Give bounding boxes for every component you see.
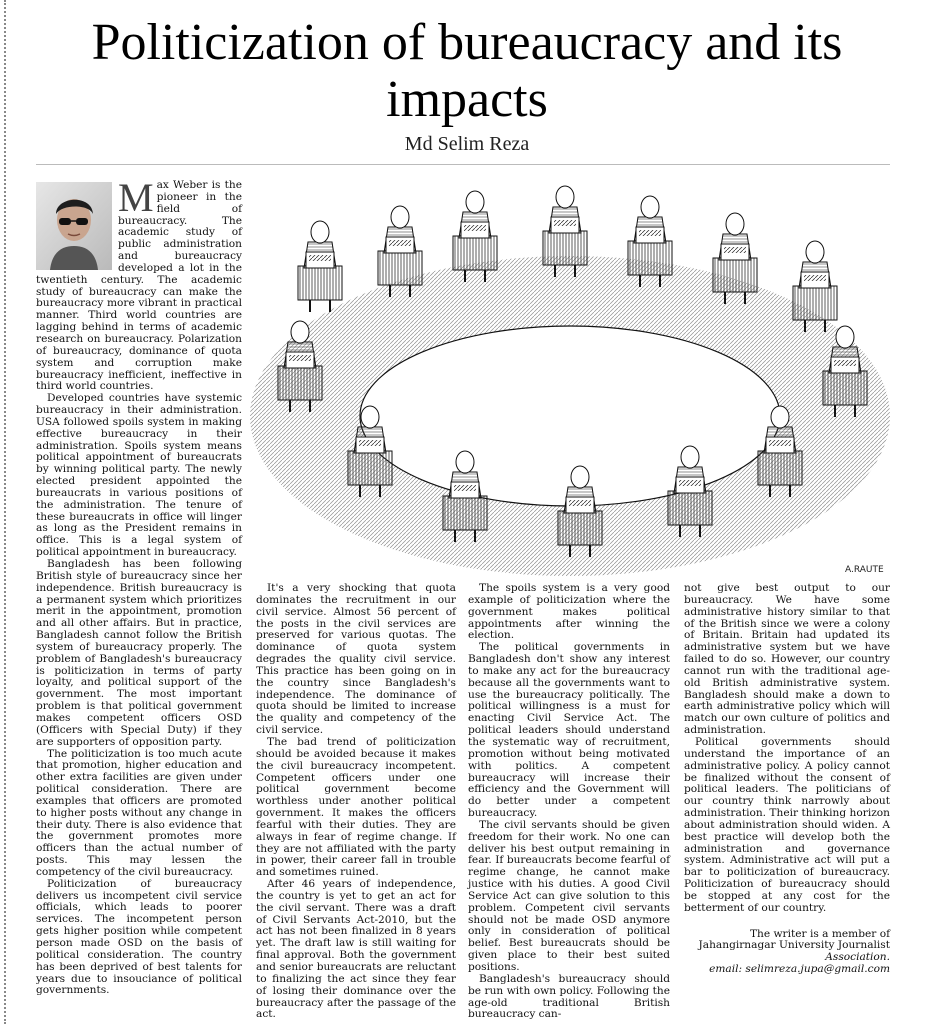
article-column-2 xyxy=(256,583,456,1021)
article-column-3 xyxy=(468,583,670,1021)
writer-note-line: Jahangirnagar University Journalist xyxy=(698,939,890,952)
author-photo xyxy=(36,182,112,270)
cartoon-signature: A.RAUTE xyxy=(845,565,884,575)
writer-note xyxy=(684,929,890,976)
paragraph: Bangladesh's bureaucracy should be run with own policy. Following the age-old traditional British bureaucracy can- xyxy=(468,972,670,1021)
header-divider xyxy=(36,164,890,165)
paragraph: It's a very shocking that quota dominates the recruitment in our civil service. Almost 56 percent of the posts in the civil services are preserved for various quotas. The dominance of quota system degrades the quality civil service. This practice has been going on in the country since Bangladesh's independence. The dominance of quota should be limited to increase the quality and competency of the civil service. xyxy=(256,582,456,737)
author-byline: Md Selim Reza xyxy=(404,133,530,155)
paragraph: The civil servants should be given freedom for their work. No one can deliver his best output remaining in fear. If bureaucrats become fearful of regime change, he cannot make justice with his duties. A good Civil Service Act can give solution to this problem. Competent civil servants should not be made OSD anymore only in consideration of political belief. Best bureaucrats should be given place to their best suited positions. xyxy=(468,818,670,973)
paragraph: Developed countries have systemic bureaucracy in their administration. USA followed spoils system in making effective bureaucracy in their administration. Spoils system means political appointment of bureaucrats by winning political party. The newly elected president appointed the bureaucrats in various positions of the administration. The tenure of these bureaucrats in office will linger as long as the President remains in office. This is a legal system of political appointment in bureaucracy. xyxy=(36,392,242,559)
paragraph: not give best output to our bureaucracy. We have some administrative history similar to that of the British since we were a colony of Britain. Britain had updated its administrative system but we have failed to do so. However, our country cannot run with the traditional age-old British administrative system. Bangladesh should make a down to earth administrative policy which will match our own culture of politics and administration. xyxy=(684,582,890,737)
paragraph: ax Weber is the pioneer in the field of bureaucracy. The academic study of public administration and bureaucracy developed a lot in the twentieth century. The academic study of bureaucracy can make the bureaucracy more vibrant in practical manner. Third world countries are lagging behind in terms of academic research on bureaucracy. Polarization of bureaucracy, dominance of quota system and corruption make bureaucracy inefficient, ineffective in third world countries. xyxy=(36,179,242,393)
headline: Politicization of bureaucracy and its impacts xyxy=(91,14,843,128)
cartoon-illustration xyxy=(250,176,890,580)
paragraph: The bad trend of politicization should be avoided because it makes the civil bureaucracy incompetent. Competent officers under one political government become worthless under another political government. It makes the officers fearful with their duties. They are always in fear of regime change. If they are not affiliated with the party in power, their career fall in trouble and sometimes ruined. xyxy=(256,735,456,879)
paragraph: The political governments in Bangladesh don't show any interest to make any act for the bureaucracy because all the governments want to use the bureaucracy politically. The political willingness is a must for enacting Civil Service Act. The political leaders should understand the systematic way of recruitment, promotion without being motivated with politics. A competent bureaucracy will increase their efficiency and the Government will do better under a competent bureaucracy. xyxy=(468,641,670,820)
paragraph: Politicization of bureaucracy delivers us incompetent civil service officials, which leads to poorer services. The incompetent person gets higher position while competent person made OSD on the basis of political consideration. The country has been deprived of best talents for years due to insouciance of political governments. xyxy=(36,877,242,997)
drop-cap: M xyxy=(118,175,154,220)
writer-note-line: The writer is a member of xyxy=(749,927,890,940)
paragraph: The spoils system is a very good example of politicization where the government makes political appointments after winning the election. xyxy=(468,582,670,642)
paragraph: The politicization is too much acute that promotion, higher education and other extra facilities are given under political consideration. There are examples that officers are promoted to higher posts without any change in their duty. There is also evidence that the government promotes more officers than the actual number of posts. This may lessen the competency of the civil bureaucracy. xyxy=(36,747,242,878)
paragraph: Bangladesh has been following British style of bureaucracy since her independence. British bureaucracy is a permanent system which prioritizes merit in the appointment, promotion and all other affairs. But in practice, Bangladesh cannot follow the British system of bureaucracy properly. The problem of Bangladesh's bureaucracy is politicization in terms of party loyalty, and political support of the government. The most important problem is that political government makes competent officers OSD (Officers with Special Duty) if they are supporters of opposition party. xyxy=(36,558,242,748)
writer-email[interactable]: email: selimreza.jupa@gmail.com xyxy=(709,963,890,976)
article-column-1 xyxy=(36,175,242,997)
paragraph: After 46 years of independence, the country is yet to get an act for the civil servant. There was a draft of Civil Servants Act-2010, but the act has not been finalized in 8 years yet. The draft law is still waiting for final approval. Both the government and senior bureaucrats are reluctant to finalizing the act since they fear of losing their dominance over the bureaucracy after the passage of the act. xyxy=(256,878,456,1021)
article-column-4 xyxy=(684,583,890,976)
paragraph: Political governments should understand the importance of an administrative policy. A policy cannot be finalized without the consent of political leaders. The politicians of our country think narrowly about administration. Their thinking horizon about administration should widen. A best practice will develop both the administration and governance system. Administrative act will put a bar to politicization of bureaucracy. Politicization of bureaucracy should be stopped at any cost for the betterment of our country. xyxy=(684,735,890,914)
writer-note-line: Association. xyxy=(825,951,890,964)
